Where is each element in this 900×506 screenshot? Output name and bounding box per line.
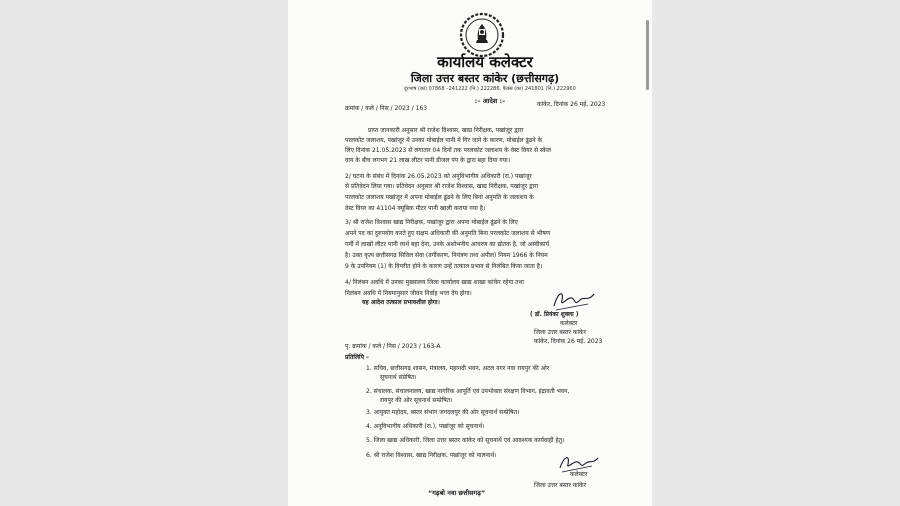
signatory-district: जिला उत्तर बस्तर कांकेर: [534, 329, 587, 336]
para3-line: गर्मी में लाखों लीटर पानी व्यर्थ बहा देना, उनके अशोभनीय आचरण का द्योतक है, जो अस्वीकार्य: [345, 241, 550, 248]
copy-item: 2. संचालक, संचालनालय, खाद्य नागरिक आपूर्ति एवं उपभोक्ता संरक्षण विभाग, इंद्रावती भवन,: [366, 388, 570, 395]
para3-line: 9 के उपनियम (1) के विपरीत होने के कारण उन्हें तत्काल प्रभाव से निलंबित किया जाता है।: [345, 263, 543, 270]
copy-item: 5. जिला खाद्य अधिकारी, जिला उत्तर बस्तर कांकेर को सूचनार्थ एवं आवश्यक कार्यवाही हेतु।: [366, 437, 565, 444]
copy-item: रायपुर की ओर सूचनार्थ सम्प्रेषित।: [380, 397, 453, 404]
para1-line: परलकोट जलाशय, पखांजूर में उनका मोबाईल पानी में गिर जाने के कारण, मोबाईल ढूंढने के: [345, 137, 543, 144]
para1-line: वाय के बीच लगभग 21 लाख लीटर पानी डीजल पंप के द्वारा बहा दिया गया।: [345, 157, 510, 164]
para2-line: वेस्ट वियर का 41104 क्यूबिक मीटर पानी खाली कराया गया है।: [345, 205, 486, 212]
para3-line: 3/ श्री राजेश विश्वास खाद्य निरीक्षक, पखांजूर द्वारा अपना मोबाईल ढूंढने के लिए: [345, 219, 518, 226]
para2-line: परलकोट जलाशय पखांजूर में अपना मोबाईल ढूंढने के लिए बिना अनुमति के जलाशय के: [345, 194, 534, 201]
para1-line: लिए दिनांक 21.05.2023 से लगातार 04 दिनों तक परलकोट जलाशय के वेस्ट वियर से स्केल: [345, 147, 551, 154]
effective-statement: यह आदेश तत्काल प्रभावशील होगा।: [362, 299, 440, 306]
signatory-designation: कलेक्टर: [560, 320, 578, 327]
contact-line: दूरभाष (का) 07868 –241222 (नि.) 222286, फैक्स (का) 241801 (नि.) 222960: [404, 86, 576, 92]
reference-number: क्रमांक / कले / निस / 2023 / 163: [345, 105, 428, 112]
copy-item: 3. आयुक्त महोदय, बस्तर संभाग जगदलपुर की ओर सूचनार्थ सम्प्रेषित।: [366, 409, 520, 416]
order-date: कांकेर, दिनांक 26 मई, 2023: [537, 101, 606, 108]
para3-line: अपने पद का दुरुपयोग करते हुए सक्षम अधिकारी की अनुमति बिना परलकोट जलाशय से भीषण: [345, 230, 551, 237]
copy-item: 4. अनुविभागीय अधिकारी (रा.), पखांजूर को सूचनार्थ।: [366, 423, 485, 430]
copy-signatory-designation: कलेक्टर: [570, 471, 588, 478]
para4-line: निलंबन अवधि में नियमानुसार जीवन निर्वाह भत्ता देय होगा।: [345, 290, 472, 297]
copy-item: 1. सचिव, छत्तीसगढ़ शासन, मंत्रालय, महानदी भवन, अटल नगर नवा रायपुर की ओर: [366, 365, 550, 372]
district-title: जिला उत्तर बस्तर कांकेर (छत्तीसगढ़): [410, 72, 560, 85]
copy-signatory-district: जिला उत्तर बस्तर कांकेर: [534, 482, 587, 489]
copy-item: 6. श्री राजेश विश्वास, खाद्य निरीक्षक, पखांजूर को पालनार्थ।: [366, 452, 497, 459]
para3-line: है। उक्त कृत्य छत्तीसगढ़ सिविल सेवा (वर्गीकरण, नियंत्रण तथा अपील) नियम 1966 के नियम: [345, 252, 548, 259]
left-margin: [0, 0, 288, 506]
office-title: कार्यालय कलेक्टर: [437, 53, 533, 71]
signatory-name: ( डॉ. प्रियंका शुक्ला ): [530, 311, 579, 318]
copy-heading: प्रतिलिपि –: [345, 354, 370, 361]
signatory-date: कांकेर, दिनांक 26 मई, 2023: [534, 338, 603, 345]
para2-line: से प्रतिवेदन लिया गया। प्रतिवेदन अनुसार श्री राजेश विश्वास, खाद्य निरीक्षक, पखांजूर द्वारा: [345, 183, 539, 190]
footer-slogan: “गढ़बो नवा छत्तीसगढ़”: [428, 489, 486, 497]
scrollbar[interactable]: [646, 20, 649, 90]
para4-line: 4/ निलंबन अवधि में उनका मुख्यालय जिला कार्यालय खाद्य शाखा कांकेर रहेगा तथा: [345, 279, 524, 286]
right-margin: [652, 0, 900, 506]
copy-item: सूचनार्थ संप्रेषित।: [380, 374, 417, 381]
para2-line: 2/ घटना के संबंध में दिनांक 26.05.2023 को अनुविभागीय अधिकारी (रा.) पखांजूर: [345, 173, 532, 180]
para1-line: प्राप्त जानकारी अनुसार श्री राजेश विश्वास, खाद्य निरीक्षक, पखांजूर द्वारा: [368, 127, 524, 134]
order-heading: :– आदेश :–: [474, 97, 506, 105]
copy-reference-number: पृ. क्रमांक / कले / निस / 2023 / 163-A: [345, 343, 441, 350]
